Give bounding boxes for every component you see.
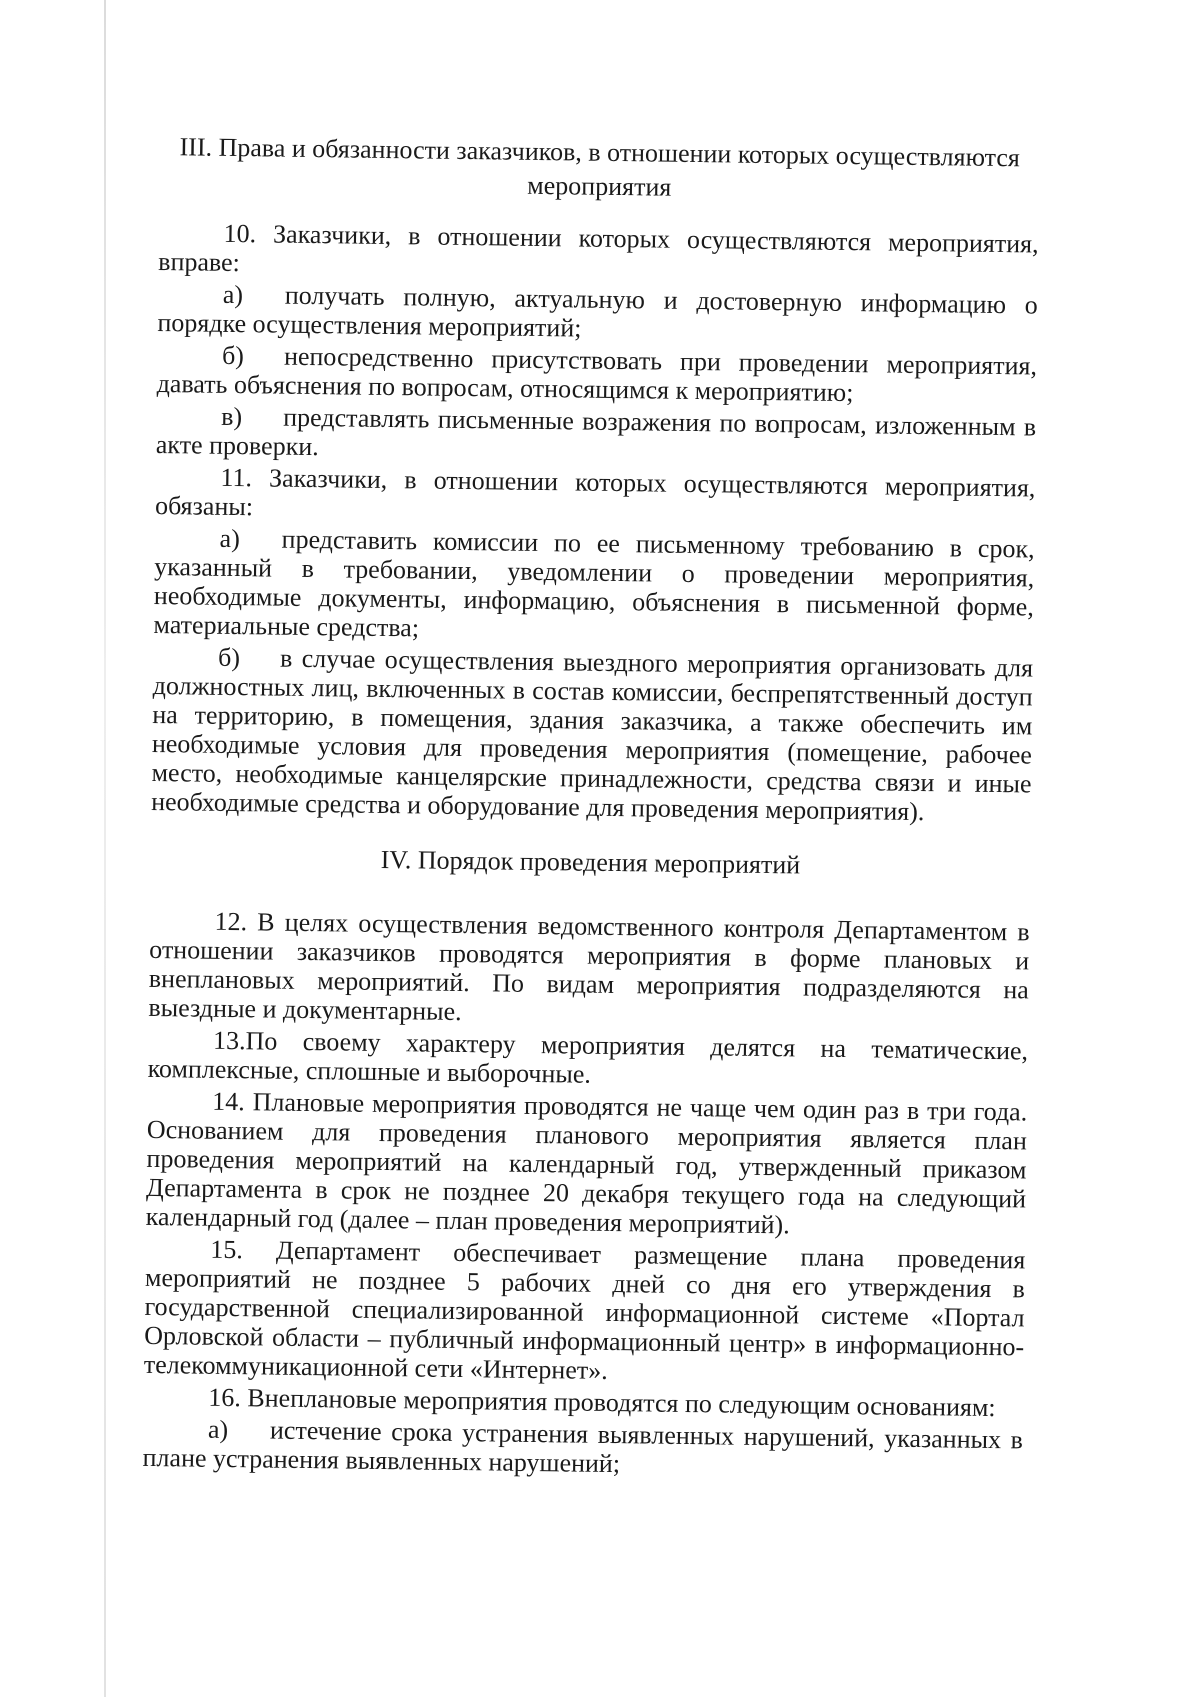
- list-item-text: непосредственно присутствовать при проведении мероприятия, давать объяснения по вопросам, относящимся к мероприятию;: [156, 341, 1038, 408]
- list-item-16a: [142, 1414, 1023, 1484]
- document-body: [142, 130, 1040, 1486]
- scan-edge-line: [104, 0, 106, 1697]
- list-item-10b: [156, 340, 1037, 410]
- list-marker: а): [219, 523, 241, 554]
- list-item-11b: [151, 642, 1033, 828]
- list-item-text: представлять письменные возражения по вопросам, изложенным в акте проверки.: [155, 402, 1037, 462]
- paragraph-13: 13.По своему характеру мероприятия делятся на тематические, комплексные, сплошные и выборочные.: [147, 1025, 1029, 1089]
- list-item-text: получать полную, актуальную и достоверную информацию о порядке осуществления мероприятий;: [157, 280, 1038, 343]
- paragraph-14: 14. Плановые мероприятия проводятся не чаще чем один раз в три года. Основанием для проведения планового мероприятия является план проведения мероприятий на календарный год, утвержденный приказом Департамента в срок не позднее 20 декабря текущего года на следующий календарный год (далее – план проведения мероприятий).: [145, 1086, 1028, 1240]
- list-marker: в): [221, 401, 243, 432]
- list-marker: а): [207, 1414, 229, 1445]
- paragraph-16: 16. Внеплановые мероприятия проводятся по следующим основаниям:: [208, 1382, 996, 1423]
- paragraph-11: 11. Заказчики, в отношении которых осуществляются мероприятия, обязаны:: [154, 462, 1036, 522]
- list-item-10c: [156, 401, 1037, 471]
- paragraph-12: 12. В целях осуществления ведомственного контроля Департаментом в отношении заказчиков проводятся мероприятия в форме плановых и внеплановых мероприятий. По видам мероприятия подразделяются на выездные и документарные.: [148, 906, 1030, 1027]
- section-3-heading: III. Права и обязанности заказчиков, в отношении которых осуществляются мероприятия: [179, 132, 1021, 202]
- paragraph-15: 15. Департамент обеспечивает размещение плана проведения мероприятий не позднее 5 рабочих дней со дня его утверждения в государственной специализированной информационной системе «Портал Орловской области – публичный информационный центр» в информационно-телекоммуникационной сети «Интернет».: [143, 1234, 1026, 1385]
- paragraph-10: 10. Заказчики, в отношении которых осуществляются мероприятия, вправе:: [158, 218, 1039, 278]
- list-item-10a: [157, 279, 1038, 349]
- list-item-11a: [153, 523, 1034, 651]
- list-marker: б): [217, 642, 241, 673]
- section-4-heading: IV. Порядок проведения мероприятий: [380, 844, 801, 880]
- list-marker: а): [222, 279, 244, 310]
- list-item-text: истечение срока устранения выявленных нарушений, указанных в плане устранения выявленных нарушений;: [142, 1415, 1024, 1479]
- list-item-text: в случае осуществления выездного мероприятия организовать для должностных лиц, включенных в состав комиссии, беспрепятственный доступ на территорию, в помещения, здания заказчика, а также обеспечить им необходимые условия для проведения мероприятия (помещение, рабочее место, необходимые канцелярские принадлежности, средства связи и иные необходимые средства и оборудование для проведения мероприятия).: [151, 643, 1034, 827]
- list-marker: б): [221, 340, 245, 371]
- list-item-text: представить комиссии по ее письменному требованию в срок, указанный в требовании, уведомлении о проведении мероприятия, необходимые документы, информацию, объяснения в письменной форме, материальные средства;: [153, 524, 1035, 643]
